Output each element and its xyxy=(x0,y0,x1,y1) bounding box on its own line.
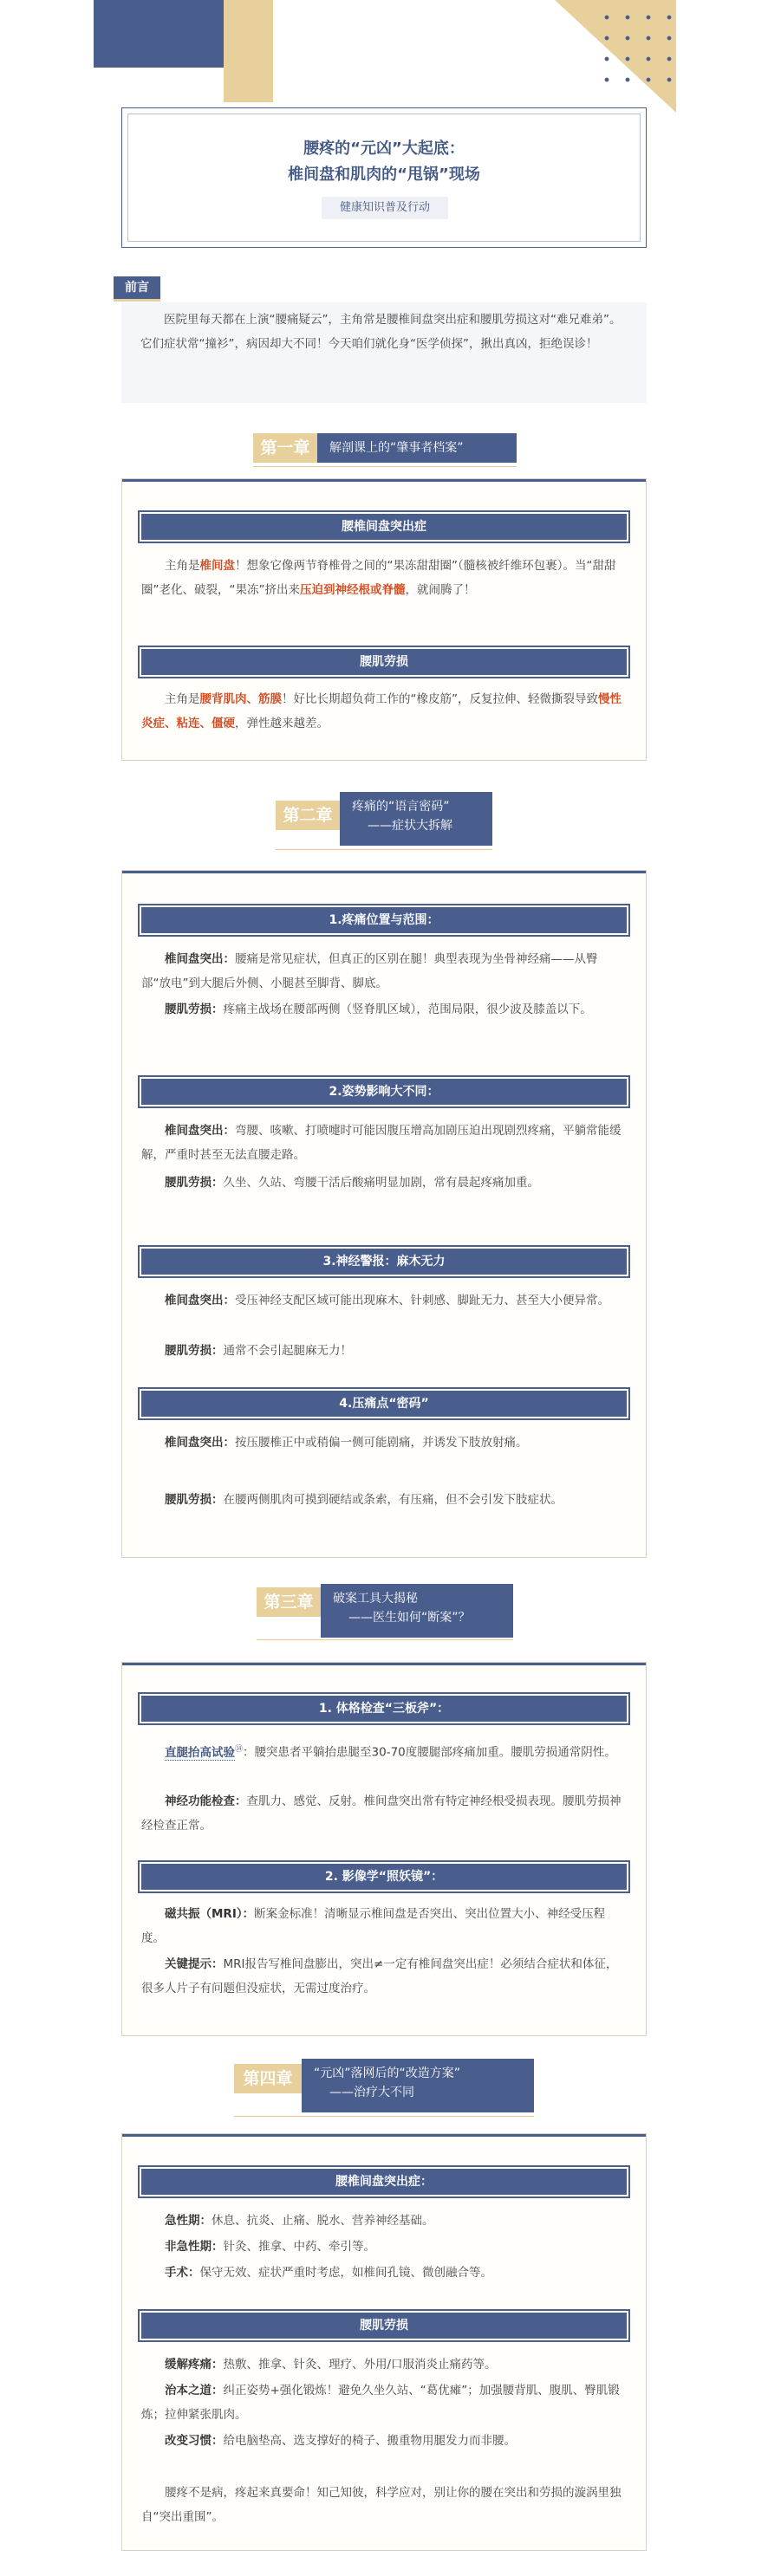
chapter4-section2-title-text: 腰肌劳损 xyxy=(360,2319,408,2333)
label-run: 非急性期： xyxy=(165,2240,224,2254)
chapter4-section1-title-text: 腰椎间盘突出症： xyxy=(335,2175,433,2189)
label-run: 腰肌劳损： xyxy=(165,1002,224,1016)
chapter4-section1-c xyxy=(141,2261,627,2285)
chapter4-section1-title xyxy=(141,2169,627,2195)
chapter2-section2-b xyxy=(141,1171,627,1195)
label-run: 关键提示： xyxy=(165,1957,224,1971)
chapter4-card-topbar xyxy=(122,2134,646,2137)
text-run: ，就闹腾了！ xyxy=(405,583,476,597)
chapter3-section2-title xyxy=(141,1864,627,1890)
label-run: 腰肌劳损： xyxy=(165,1344,224,1358)
corner-white-block xyxy=(121,68,224,102)
text-run: ！想象它像两节脊椎骨之间的“果冻甜甜圈”（髓核被纤维环包裹）。当“甜甜圈”老化、破裂，“果冻”挤出来 xyxy=(141,559,616,597)
chapter2-section4-title-text: 4.压痛点“密码” xyxy=(339,1397,429,1411)
intro-box xyxy=(121,302,647,403)
chapter2-section2-title-text: 2.姿势影响大不同： xyxy=(329,1085,439,1099)
label-run: 神经功能检查： xyxy=(165,1794,247,1808)
chapter1-card-topbar xyxy=(122,479,646,482)
chapter3-tag: 第三章 xyxy=(257,1587,321,1617)
chapter4-tag: 第四章 xyxy=(234,2064,302,2093)
highlight-run: 椎间盘 xyxy=(199,559,235,573)
chapter3-section2-a xyxy=(141,1902,627,1950)
header-card xyxy=(121,107,647,248)
chapter3-underline xyxy=(257,1639,513,1640)
chapter4-section1-b xyxy=(141,2235,627,2259)
label-run: 缓解疼痛： xyxy=(165,2358,224,2372)
intro-tag: 前言 xyxy=(114,276,160,299)
label-run: 改变习惯： xyxy=(165,2434,224,2448)
label-run: 急性期： xyxy=(165,2214,212,2228)
text-run: ！好比长期超负荷工作的“橡皮筋”，反复拉伸、轻微撕裂导致 xyxy=(282,692,598,706)
chapter2-section1-b xyxy=(141,997,627,1022)
chapter3-card-topbar xyxy=(122,1663,646,1665)
chapter3-section1-b xyxy=(141,1789,627,1838)
chapter1-tag: 第一章 xyxy=(253,433,317,463)
chapter4-section2-title xyxy=(141,2313,627,2339)
text-run: 久坐、久站、弯腰干活后酸痛明显加剧，常有晨起疼痛加重。 xyxy=(223,1176,539,1190)
chapter1-section2-title xyxy=(141,649,627,675)
chapter2-title xyxy=(340,792,492,846)
page-title-line1: 腰疼的“元凶”大起底： xyxy=(303,140,465,158)
text-run: 按压腰椎正中或稍偏一侧可能剧痛，并诱发下肢放射痛。 xyxy=(235,1436,528,1450)
label-run: 腰肌劳损： xyxy=(165,1176,224,1190)
chapter2-section2-title xyxy=(141,1079,627,1105)
text-run: 查肌力、感觉、反射。椎间盘突出常有特定神经根受损表现。腰肌劳损神经检查正常。 xyxy=(141,1794,622,1833)
text-run: 给电脑垫高、选支撑好的椅子、搬重物用腿发力而非腰。 xyxy=(223,2434,516,2448)
page-title-line2: 椎间盘和肌肉的“甩锅”现场 xyxy=(288,165,480,184)
chapter2-section2-a xyxy=(141,1119,627,1167)
label-run: 磁共振（MRI）： xyxy=(165,1907,255,1921)
chapter4-title-line2: ——治疗大不同 xyxy=(329,2086,414,2099)
chapter1-underline xyxy=(253,466,517,467)
text-run: 弯腰、咳嗽、打喷嚏时可能因腹压增高加剧压迫出现剧烈疼痛，平躺常能缓解，严重时甚至无法直腰走路。 xyxy=(141,1124,622,1162)
corner-navy-block-left xyxy=(94,0,224,68)
chapter4-underline xyxy=(234,2116,534,2117)
text-run: MRI报告写椎间盘膨出，突出≠一定有椎间盘突出症！必须结合症状和体征，很多人片子有问题但没症状，无需过度治疗。 xyxy=(141,1957,618,1995)
chapter1-section1-title xyxy=(141,514,627,540)
text-run: 主角是 xyxy=(165,559,200,573)
text-run: 受压神经支配区域可能出现麻木、针刺感、脚趾无力、甚至大小便异常。 xyxy=(235,1294,609,1307)
chapter2-section3-title-text: 3.神经警报：麻木无力 xyxy=(322,1255,446,1269)
chapter4-section2-b xyxy=(141,2378,627,2427)
chapter3-section1-title-text: 1. 体格检查“三板斧”： xyxy=(318,1702,450,1716)
chapter4-title xyxy=(302,2059,534,2112)
text-run: 热敷、推拿、针灸、理疗、外用/口服消炎止痛药等。 xyxy=(223,2358,497,2372)
intro-tag-underline xyxy=(114,299,160,302)
text-run: 保守无效、症状严重时考虑，如椎间孔镜、微创融合等。 xyxy=(199,2266,492,2280)
text-run: ：腰突患者平躺抬患腿至30-70度腰腿部疼痛加重。腰肌劳损通常阴性。 xyxy=(243,1745,616,1760)
chapter4-card xyxy=(121,2133,647,2551)
chapter1-title: 解剖课上的“肇事者档案” xyxy=(317,433,517,463)
chapter1-section2-text xyxy=(141,687,627,736)
text-run: 休息、抗炎、止痛、脱水、营养神经基础。 xyxy=(212,2214,434,2228)
chapter2-card xyxy=(121,870,647,1558)
highlight-run: 压迫到神经根或脊髓 xyxy=(299,583,406,597)
closing-text: 腰疼不是病，疼起来真要命！知己知彼，科学应对，别让你的腰在突出和劳损的漩涡里独自“突出重围”。 xyxy=(141,2486,622,2524)
text-run: 在腰两侧肌肉可摸到硬结或条索，有压痛，但不会引发下肢症状。 xyxy=(223,1493,563,1507)
chapter3-section2-title-text: 2. 影像学“照妖镜”： xyxy=(324,1870,444,1884)
text-run: 通常不会引起腿麻无力！ xyxy=(223,1344,352,1358)
chapter3-title-line1: 破案工具大揭秘 xyxy=(333,1592,418,1606)
label-run: 手术： xyxy=(165,2266,200,2280)
chapter2-section4-title xyxy=(141,1391,627,1417)
chapter4-title-line1: “元凶”落网后的“改造方案” xyxy=(314,2067,461,2080)
text-run: 疼痛主战场在腰部两侧（竖脊肌区域），范围局限，很少波及膝盖以下。 xyxy=(223,1002,592,1016)
chapter3-section2-b xyxy=(141,1952,627,2001)
label-run: 椎间盘突出： xyxy=(165,1124,235,1138)
chapter2-title-line1: 疼痛的“语言密码” xyxy=(352,800,450,814)
highlight-run: 腰背肌肉、筋膜 xyxy=(199,692,282,706)
footnote-marker[interactable]: ⑭ xyxy=(235,1745,244,1754)
chapter3-card xyxy=(121,1662,647,2036)
chapter2-section3-a xyxy=(141,1288,627,1313)
label-run: 椎间盘突出： xyxy=(165,1294,235,1307)
text-run: 纠正姿势+强化锻炼！避免久坐久站、“葛优瘫”；加强腰背肌、腹肌、臀肌锻炼；拉伸紧张肌肉。 xyxy=(141,2384,620,2422)
chapter2-section1-title xyxy=(141,907,627,933)
link-label[interactable]: 直腿抬高试验 xyxy=(165,1745,235,1760)
chapter4-section2-a xyxy=(141,2352,627,2377)
text-run: 主角是 xyxy=(165,692,200,706)
chapter1-section1-title-text: 腰椎间盘突出症 xyxy=(342,520,426,534)
text-run: 针灸、推拿、中药、牵引等。 xyxy=(223,2240,375,2254)
label-run: 腰肌劳损： xyxy=(165,1493,224,1507)
chapter2-section3-title xyxy=(141,1249,627,1275)
chapter3-title xyxy=(321,1584,513,1638)
chapter2-section4-b xyxy=(141,1488,627,1512)
chapter2-underline xyxy=(276,849,492,850)
chapter3-section1-a xyxy=(141,1737,627,1765)
header-badge: 健康知识普及行动 xyxy=(322,197,448,219)
chapter2-section4-a xyxy=(141,1431,627,1455)
chapter2-card-topbar xyxy=(122,871,646,873)
intro-text: 医院里每天都在上演“腰痛疑云”，主角常是腰椎间盘突出症和腰肌劳损这对“难兄难弟”。它们症状常“撞衫”，病因却大不同！今天咱们就化身“医学侦探”，揪出真凶，拒绝误诊！ xyxy=(140,313,622,351)
chapter3-section1-title xyxy=(141,1696,627,1722)
chapter4-section2-c xyxy=(141,2429,627,2453)
text-run: 腰痛是常见症状，但真正的区别在腿！典型表现为坐骨神经痛——从臀部“放电”到大腿后外侧、小腿甚至脚背、脚底。 xyxy=(141,952,598,990)
highlight-run: 慢性炎症、粘连、僵硬 xyxy=(141,692,622,730)
chapter2-section1-title-text: 1.疼痛位置与范围： xyxy=(329,913,439,927)
chapter1-section2-title-text: 腰肌劳损 xyxy=(360,655,408,669)
chapter2-section1-a xyxy=(141,947,627,996)
chapter2-tag: 第二章 xyxy=(276,801,340,830)
chapter2-section3-b xyxy=(141,1339,627,1363)
chapter1-section1-text xyxy=(141,554,627,602)
text-run: 断案金标准！清晰显示椎间盘是否突出、突出位置大小、神经受压程度。 xyxy=(141,1907,606,1945)
chapter4-section1-a xyxy=(141,2209,627,2233)
label-run: 治本之道： xyxy=(165,2384,224,2398)
text-run: ，弹性越来越差。 xyxy=(235,717,329,730)
chapter3-title-line2: ——医生如何“断案”？ xyxy=(348,1611,471,1625)
chapter1-card xyxy=(121,478,647,761)
label-run: 椎间盘突出： xyxy=(165,952,235,966)
chapter2-title-line2: ——症状大拆解 xyxy=(368,819,452,833)
dot-grid-right xyxy=(596,7,680,90)
label-run: 椎间盘突出： xyxy=(165,1436,235,1450)
